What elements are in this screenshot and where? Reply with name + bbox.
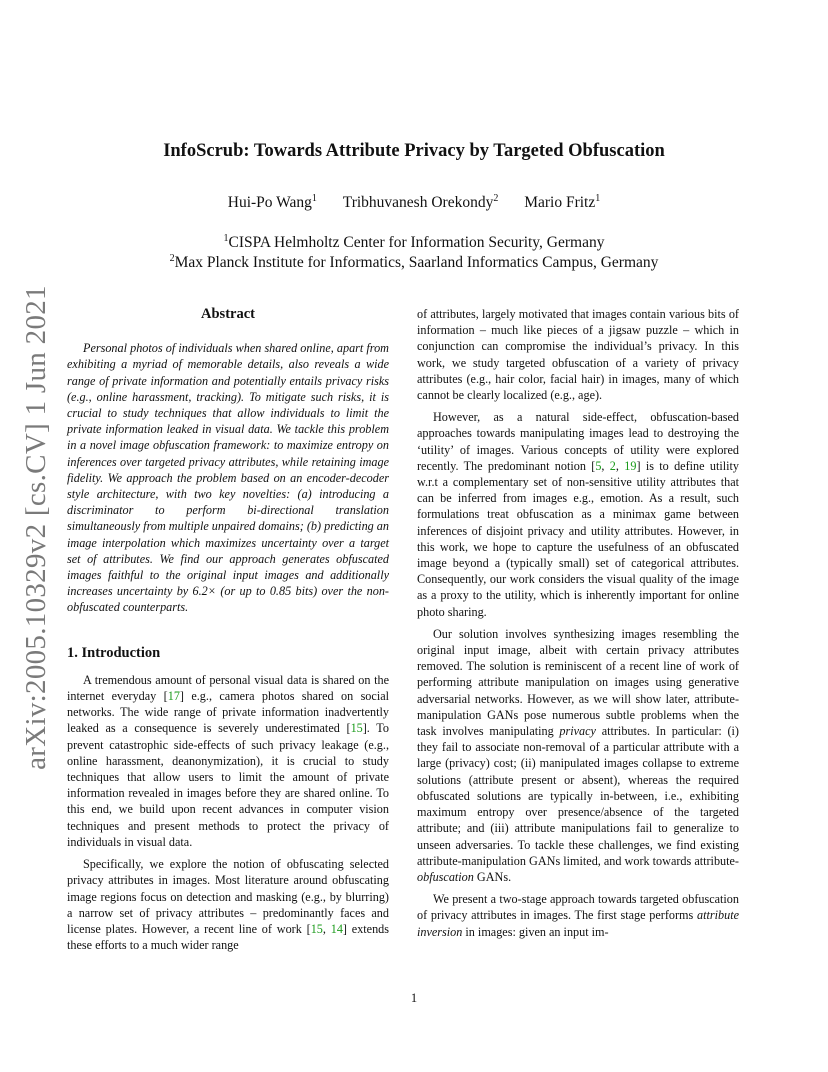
emphasis: attribute inversion	[417, 908, 739, 939]
affiliation-2	[0, 253, 828, 273]
intro-paragraph-1	[67, 672, 389, 850]
left-column	[67, 306, 389, 959]
citation-link[interactable]: 15	[350, 721, 363, 736]
author-2	[343, 194, 499, 211]
text-run: A tremendous amount of personal visual data is shared on the internet everyday [	[67, 672, 389, 704]
text-run: However, as a natural side-effect, obfuscation-based approaches towards manipulating images lead to destroying the ‘utility’ of images. Various concepts of utility were explored recently. The predominant notion [	[417, 410, 739, 473]
citation-link[interactable]: 15	[310, 921, 323, 936]
text-run: ] extends these efforts to a much wider range	[67, 921, 390, 953]
text-run: ] e.g., camera photos shared on social networks. The wide range of private information inadvertently leaked as a consequence is severely underestimated [	[67, 689, 389, 736]
emphasis: privacy	[559, 724, 596, 739]
affiliation-1	[0, 233, 828, 253]
author-affiliation-mark: 1	[311, 192, 317, 204]
arxiv-identifier	[14, 284, 58, 770]
text-run: ] is to define utility w.r.t a complementary set of non-sensitive utility attributes that can be inferred from images e.g., emotion. As a result, such formulations treat obfuscation as a minimax game between inferences of disjoint privacy and utility attributes. However, in this work, we hope to capture the usefulness of an obfuscated image beyond a (typically small) set of categorical attributes. Consequently, our work considers the visual quality of the image as a proxy to the utility, which is inherently important for online photo sharing.	[417, 458, 739, 619]
text-run: Specifically, we explore the notion of obfuscating selected privacy attributes in images. Most literature around obfuscating image regions focus on detection and masking (e.g., by blurring) a narrow set of privacy attributes – predominantly faces and license plates. However, a recent line of work [	[67, 857, 389, 936]
paper-title: InfoScrub: Towards Attribute Privacy by Targeted Obfuscation	[163, 141, 665, 161]
author-3	[524, 194, 600, 211]
author-name: Tribhuvanesh Orekondy	[342, 194, 494, 211]
text-run: ,	[601, 458, 610, 473]
citation-link[interactable]: 17	[167, 689, 180, 704]
page-number: 1	[410, 991, 418, 1005]
intro-paragraph-2	[67, 856, 389, 953]
text-run: Our solution involves synthesizing images resembling the original input image, albeit with certain privacy attributes removed. The solution is reminiscent of a recent line of work of performing attribute manipulation on images using generative adversarial networks. However, as we will show later, attribute-manipulation GANs pose numerous subtle problems when the task involves manipulating	[417, 626, 739, 739]
affiliation-list	[0, 233, 828, 273]
arxiv-identifier-text: arXiv:2005.10329v2 [cs.CV] 1 Jun 2021	[19, 284, 52, 770]
right-paragraph-utility	[417, 409, 739, 620]
citation-link[interactable]: 14	[330, 921, 343, 936]
text-run: attributes. In particular: (i) they fail to associate non-removal of a particular attribute with a large (privacy) cost; (ii) manipulated images collapse to extreme solutions (attribute present or absent), whereas the required obfuscated solutions are typically in-between, i.e., exhibiting maximum entropy over presence/absence of the targeted attribute; and (iii) attribute manipulations fail to generalize to unseen adversaries. To tackle these challenges, we find existing attribute-manipulation GANs limited, and work towards attribute-	[417, 724, 739, 868]
author-affiliation-mark: 1	[595, 192, 601, 204]
author-list	[0, 194, 828, 212]
text-run: ,	[322, 921, 331, 936]
text-run: GANs.	[473, 869, 512, 884]
citation-link[interactable]: 19	[624, 458, 637, 473]
text-run: in images: given an input im-	[462, 924, 609, 939]
emphasis: obfuscation	[417, 869, 474, 884]
text-run: ,	[615, 458, 625, 473]
author-affiliation-mark: 2	[493, 192, 499, 204]
abstract-text: Personal photos of individuals when shared online, apart from exhibiting a myriad of memorable details, also reveals a wide range of private information and potentially entails privacy risks (e.g., online harassment, tracking). To mitigate such risks, it is crucial to study techniques that allow individuals to limit the private information leaked in visual data. We tackle this problem in a novel image obfuscation framework: to maximize entropy on inferences over targeted privacy attributes, while retaining image fidelity. We approach the problem based on an encoder-decoder style architecture, with two key novelties: (a) introducing a discriminator to perform bi-directional translation simultaneously from multiple unpaired domains; (b) predicting an image interpolation which maximizes uncertainty over a target set of attributes. We find our approach generates obfuscated images faithful to the original input images and additionally increases uncertainty by 6.2× (or up to 0.85 bits) over the non-obfuscated counterparts.	[67, 341, 389, 615]
affiliation-mark: 2	[169, 252, 175, 264]
author-1	[228, 194, 317, 211]
abstract-heading: Abstract	[201, 306, 255, 322]
text-run: ]. To prevent catastrophic side-effects of such privacy leakage (e.g., online harassment, deanonymization), it is crucial to study techniques that allow users to limit the amount of private information revealed in images before they are shared online. To this end, we build upon recent advances in computer vision techniques and present methods to protect the privacy of individuals in visual data.	[67, 721, 389, 849]
section-heading-introduction: 1. Introduction	[67, 644, 161, 661]
right-paragraph-solution	[417, 626, 739, 885]
affiliation-mark: 1	[223, 232, 229, 244]
author-name: Hui-Po Wang	[227, 194, 312, 211]
citation-link[interactable]: 2	[609, 458, 616, 473]
author-name: Mario Fritz	[524, 194, 596, 211]
affiliation-text: Max Planck Institute for Informatics, Saarland Informatics Campus, Germany	[174, 254, 659, 271]
text-run: We present a two-stage approach towards targeted obfuscation of privacy attributes in images. The first stage performs	[417, 892, 739, 923]
affiliation-text: CISPA Helmholtz Center for Information Security, Germany	[228, 234, 605, 251]
citation-link[interactable]: 5	[595, 458, 602, 473]
right-paragraph-continued: of attributes, largely motivated that images contain various bits of information – much like pieces of a jigsaw puzzle – which in conjunction can compromise the individual’s privacy. In this work, we study targeted obfuscation of a variety of privacy attributes (e.g., hair color, facial hair) in images, many of which cannot be clearly localized (e.g., age).	[417, 307, 739, 403]
right-paragraph-approach	[417, 891, 739, 940]
right-column	[417, 306, 739, 946]
